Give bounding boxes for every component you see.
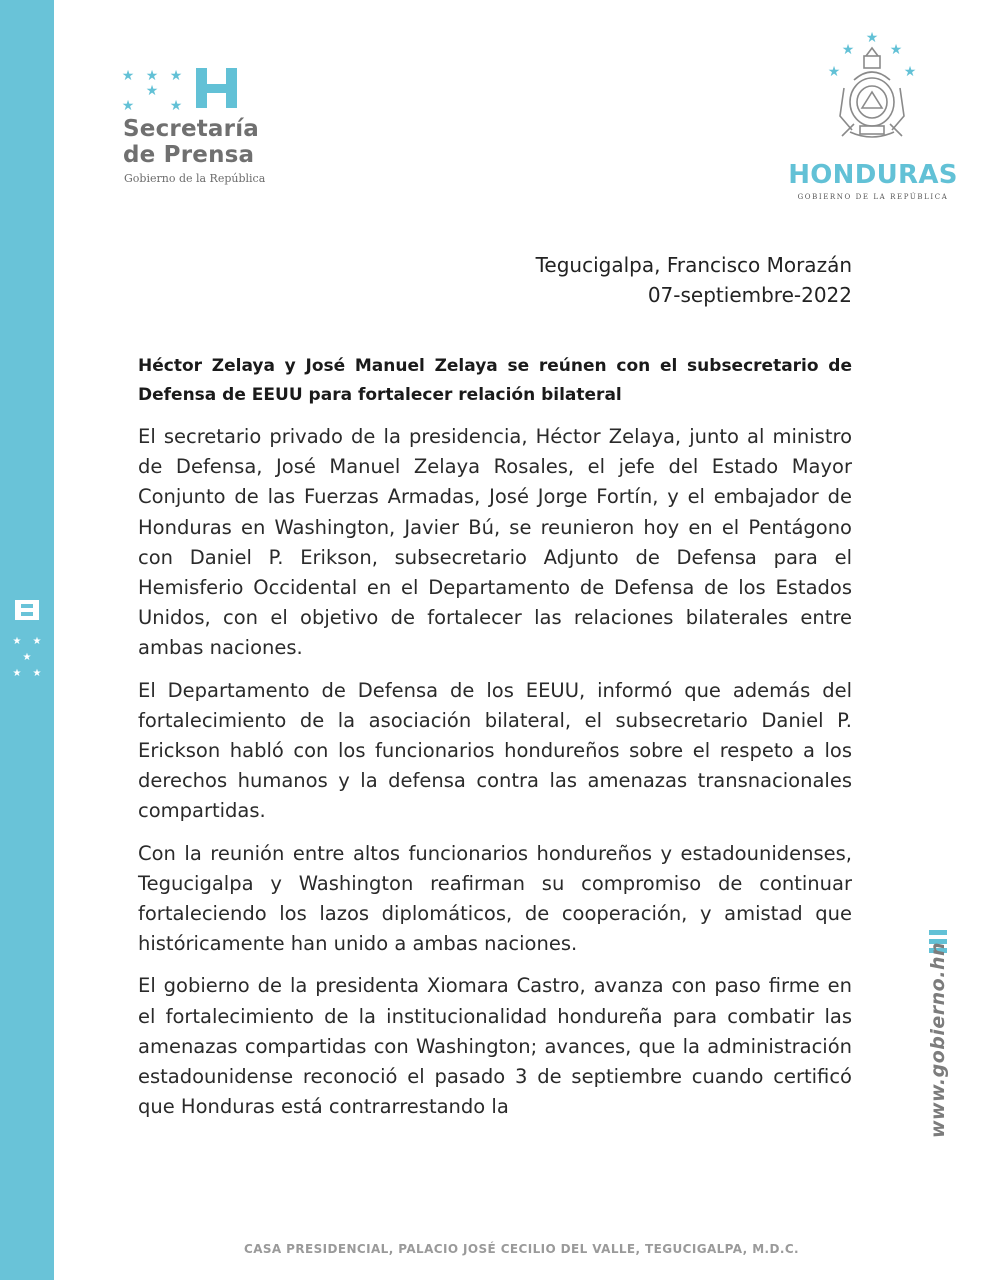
svg-text:★: ★ — [903, 64, 917, 80]
date-text: 07-septiembre-2022 — [647, 283, 852, 307]
body-paragraph: Con la reunión entre altos funcionarios hondureños y estadounidenses, Tegucigalpa y Washington reafirman su compromiso de continuar fortaleciendo los lazos diplomáticos, de cooperación, y amistad que históricamente han unido a ambas naciones. — [138, 841, 852, 956]
svg-text:★: ★ — [32, 636, 42, 647]
honduras-logo — [780, 28, 966, 208]
honduras-name: HONDURAS — [788, 160, 958, 190]
article-body — [138, 422, 852, 1134]
footer-address: CASA PRESIDENCIAL, PALACIO JOSÉ CECILIO DEL VALLE, TEGUCIGALPA, M.D.C. — [243, 1242, 800, 1256]
coat-of-arms-icon — [826, 28, 918, 154]
side-band — [0, 0, 54, 1280]
article-headline: Héctor Zelaya y José Manuel Zelaya se reúnen con el subsecretario de Defensa de EEUU para fortalecer relación bilateral — [138, 356, 852, 405]
svg-text:★: ★ — [169, 98, 183, 114]
svg-text:★: ★ — [889, 42, 903, 58]
svg-text:★: ★ — [865, 30, 879, 46]
svg-text:★: ★ — [121, 68, 135, 84]
website-url: www.gobierno.hn — [927, 941, 949, 1139]
body-paragraph: El Departamento de Defensa de los EEUU, informó que además del fortalecimiento de la asociación bilateral, el subsecretario Daniel P. Erickson habló con los funcionarios hondureños sobre el respeto a los derechos humanos y la defensa contra las amenazas transnacionales compartidas. — [138, 678, 852, 823]
svg-text:★: ★ — [169, 68, 183, 84]
svg-text:★: ★ — [841, 42, 855, 58]
body-paragraph: El secretario privado de la presidencia, Héctor Zelaya, junto al ministro de Defensa, José Manuel Zelaya Rosales, el jefe del Estado Mayor Conjunto de las Fuerzas Armadas, José Jorge Fortín, y el embajador de Honduras en Washington, Javier Bú, se reunieron hoy en el Pentágono con Daniel P. Erikson, subsecretario Adjunto de Defensa para el Hemisferio Occidental en el Departamento de Defensa de los Estados Unidos, con el objetivo de fortalecer las relaciones bilaterales entre ambas naciones. — [138, 425, 852, 660]
place-text: Tegucigalpa, Francisco Morazán — [535, 253, 852, 277]
svg-text:★: ★ — [22, 652, 32, 663]
secretaria-prensa-logo — [118, 64, 308, 194]
svg-text:★: ★ — [12, 668, 22, 679]
svg-text:★: ★ — [827, 64, 841, 80]
stars-h-logo-icon — [118, 64, 240, 114]
svg-text:★: ★ — [121, 98, 135, 114]
band-h-stars-icon — [8, 594, 46, 690]
svg-text:★: ★ — [145, 83, 159, 99]
website-sidebar — [918, 930, 958, 1139]
svg-text:★: ★ — [12, 636, 22, 647]
logo-title-line2: de Prensa — [123, 142, 255, 168]
secretaria-prensa-title — [123, 116, 313, 168]
logo-subtitle: Gobierno de la República — [124, 172, 266, 185]
honduras-subtitle: GOBIERNO DE LA REPÚBLICA — [797, 193, 949, 201]
svg-text:★: ★ — [145, 68, 159, 84]
body-paragraph: El gobierno de la presidenta Xiomara Castro, avanza con paso firme en el fortalecimiento de la institucionalidad hondureña para combatir las amenazas compartidas con Washington; avances, que la administración estadounidense reconoció el pasado 3 de septiembre cuando certificó que Honduras está contrarrestando la — [138, 974, 852, 1119]
svg-text:★: ★ — [32, 668, 42, 679]
place-date — [400, 250, 852, 310]
logo-title-line1: Secretaría — [123, 116, 260, 142]
